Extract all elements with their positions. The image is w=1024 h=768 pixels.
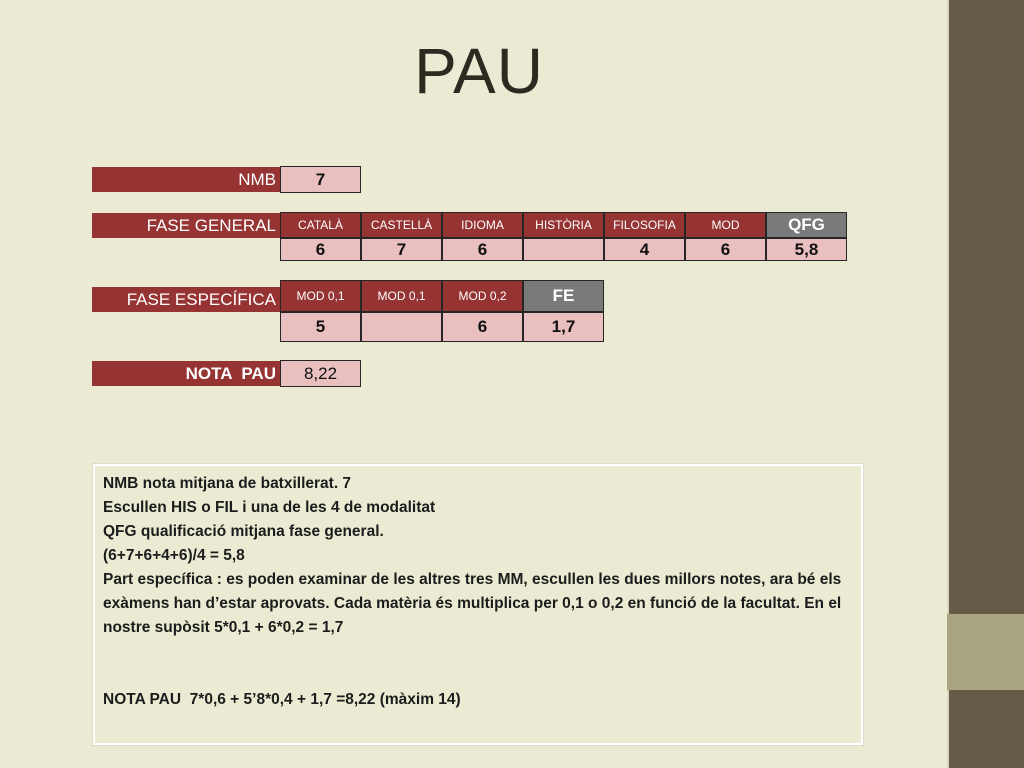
nmb-label: NMB bbox=[92, 167, 280, 192]
fase-general-header-catala: CATALÀ bbox=[280, 212, 361, 238]
fase-especifica-value-mod-2 bbox=[361, 312, 442, 342]
fase-general-header-idioma: IDIOMA bbox=[442, 212, 523, 238]
notes-line-nota-pau: NOTA PAU 7*0,6 + 5’8*0,4 + 1,7 =8,22 (màxim 14) bbox=[103, 691, 461, 708]
notes-line-nmb: NMB nota mitjana de batxillerat. 7 bbox=[103, 475, 352, 492]
notes-spacer bbox=[103, 640, 853, 688]
notes-textbox bbox=[92, 463, 864, 746]
fase-especifica-header-mod-3: MOD 0,2 bbox=[442, 280, 523, 312]
nota-pau-label: NOTA PAU bbox=[92, 361, 280, 386]
fase-general-value-catala: 6 bbox=[280, 238, 361, 261]
right-decorative-bar bbox=[947, 0, 1024, 768]
fase-general-header-qfg: QFG bbox=[766, 212, 847, 238]
fase-especifica-label: FASE ESPECÍFICA bbox=[92, 287, 280, 312]
fase-general-value-castella: 7 bbox=[361, 238, 442, 261]
fase-especifica-header-fe: FE bbox=[523, 280, 604, 312]
fase-general-header-filosofia: FILOSOFIA bbox=[604, 212, 685, 238]
nmb-value: 7 bbox=[280, 166, 361, 193]
fase-general-header-historia: HISTÒRIA bbox=[523, 212, 604, 238]
notes-line-part-especifica: Part específica : es poden examinar de les altres tres MM, escullen les dues millors notes, ara bé els exàmens han d’estar aprovats. Cada matèria és multiplica per 0,1 o 0,2 en funció de la facultat. En el nostre supòsit 5*0,1 + 6*0,2 = 1,7 bbox=[103, 571, 842, 636]
fase-general-value-mod: 6 bbox=[685, 238, 766, 261]
fase-general-value-idioma: 6 bbox=[442, 238, 523, 261]
right-bar-accent bbox=[947, 614, 1024, 690]
fase-especifica-header-mod-1: MOD 0,1 bbox=[280, 280, 361, 312]
notes-line-qfg: QFG qualificació mitjana fase general. bbox=[103, 523, 384, 540]
fase-especifica-value-mod-1: 5 bbox=[280, 312, 361, 342]
notes-line-escullen: Escullen HIS o FIL i una de les 4 de modalitat bbox=[103, 499, 436, 516]
fase-especifica-value-mod-3: 6 bbox=[442, 312, 523, 342]
fase-general-value-qfg: 5,8 bbox=[766, 238, 847, 261]
nota-pau-value: 8,22 bbox=[280, 360, 361, 387]
slide-title: PAU bbox=[414, 35, 544, 107]
fase-general-header-castella: CASTELLÀ bbox=[361, 212, 442, 238]
fase-general-label: FASE GENERAL bbox=[92, 213, 280, 238]
fase-especifica-value-fe: 1,7 bbox=[523, 312, 604, 342]
fase-general-value-historia bbox=[523, 238, 604, 261]
notes-line-qfg-formula: (6+7+6+4+6)/4 = 5,8 bbox=[103, 547, 245, 564]
fase-especifica-header-mod-2: MOD 0,1 bbox=[361, 280, 442, 312]
fase-general-value-filosofia: 4 bbox=[604, 238, 685, 261]
fase-general-header-mod: MOD bbox=[685, 212, 766, 238]
